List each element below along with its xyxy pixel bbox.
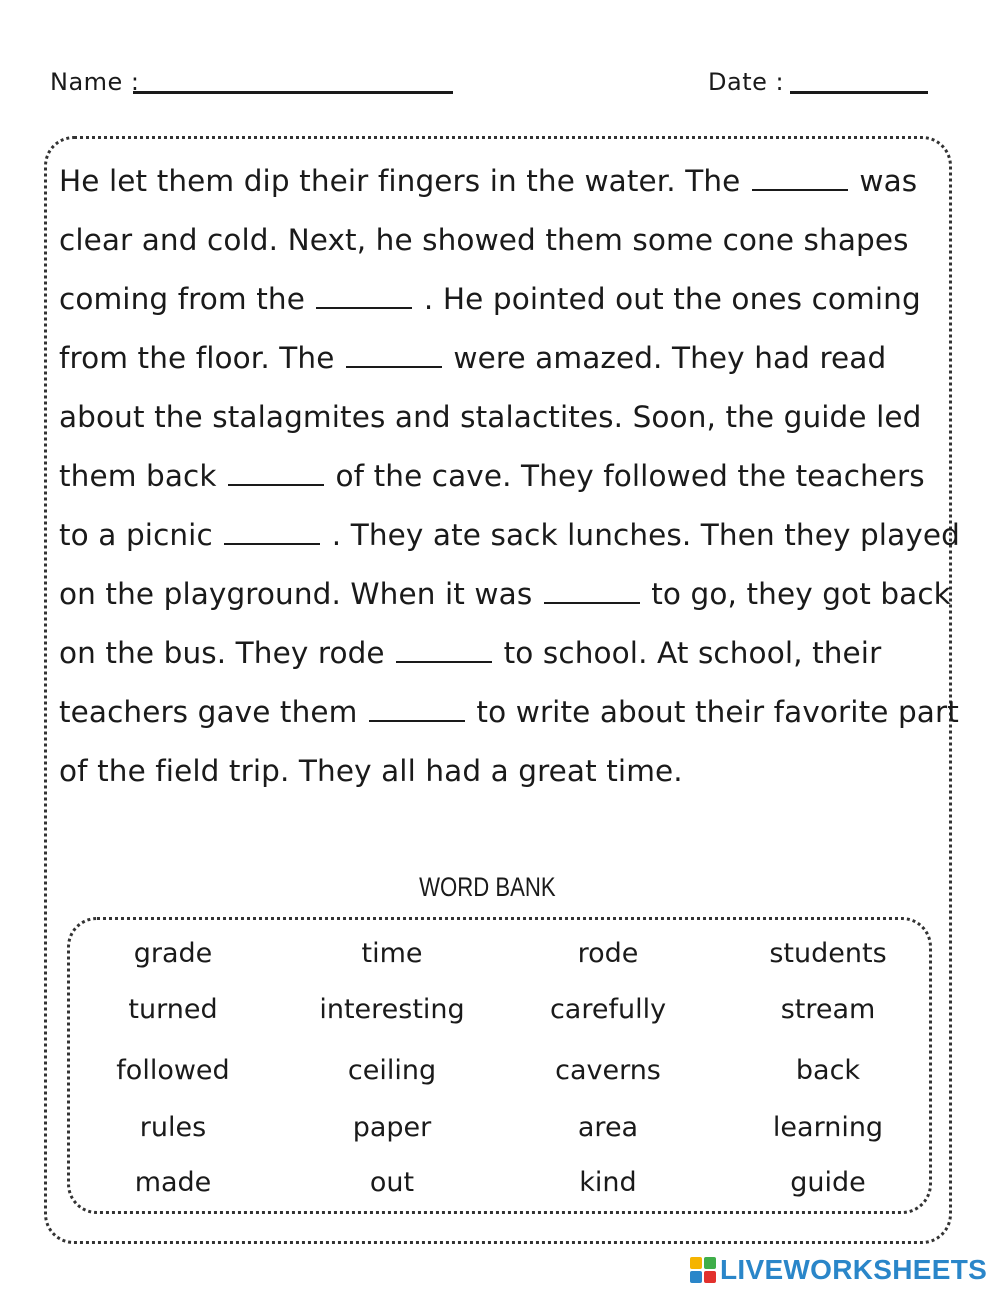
word-bank-title: WORD BANK (419, 872, 556, 902)
liveworksheets-logo-icon (690, 1257, 716, 1283)
story-text-segment: was (849, 164, 918, 198)
story-line (59, 695, 959, 729)
word-bank-item[interactable]: students (769, 938, 887, 969)
story-text-segment: to school. At school, their (494, 636, 882, 670)
word-bank-item[interactable]: time (361, 938, 423, 969)
word-bank-item[interactable]: caverns (555, 1055, 661, 1086)
word-bank-item[interactable]: followed (116, 1055, 230, 1086)
word-bank-item[interactable]: area (577, 1112, 639, 1143)
word-bank-item[interactable]: made (134, 1167, 212, 1198)
word-bank-item[interactable]: interesting (319, 994, 465, 1025)
story-text-segment: from the floor. The (59, 341, 344, 375)
story-text-segment: to go, they got back (641, 577, 951, 611)
story-text-segment: of the field trip. They all had a great time. (59, 754, 683, 788)
story-text-segment: on the bus. They rode (59, 636, 395, 670)
story-text-segment: . He pointed out the ones coming (414, 282, 921, 316)
story-line (59, 518, 960, 552)
word-bank-item[interactable]: learning (772, 1112, 884, 1143)
word-bank-item[interactable]: out (369, 1167, 415, 1198)
name-label: Name : (50, 68, 140, 96)
logo-text: LIVEWORKSHEETS (720, 1254, 988, 1285)
story-line (59, 223, 909, 257)
answer-blank[interactable] (346, 342, 442, 368)
story-text-segment: them back (59, 459, 227, 493)
answer-blank[interactable] (316, 283, 412, 309)
story-line (59, 400, 921, 434)
story-text-segment: of the cave. They followed the teachers (326, 459, 925, 493)
story-text-segment: about the stalagmites and stalactites. Soon, the guide led (59, 400, 922, 434)
story-line (59, 636, 881, 670)
word-bank-item[interactable]: carefully (549, 994, 667, 1025)
word-bank-item[interactable]: paper (352, 1112, 432, 1143)
word-bank-item[interactable]: guide (790, 1167, 866, 1198)
story-line (59, 577, 951, 611)
story-text-segment: . They ate sack lunches. Then they played (322, 518, 960, 552)
name-input-line[interactable] (133, 91, 453, 94)
story-text-segment: were amazed. They had read (443, 341, 887, 375)
word-bank-item[interactable]: kind (579, 1167, 637, 1198)
story-text-segment: He let them dip their fingers in the water. The (59, 164, 750, 198)
answer-blank[interactable] (752, 165, 848, 191)
answer-blank[interactable] (224, 519, 320, 545)
story-line (59, 282, 921, 316)
answer-blank[interactable] (369, 696, 465, 722)
answer-blank[interactable] (544, 578, 640, 604)
story-line (59, 164, 917, 198)
word-bank-item[interactable]: stream (780, 994, 876, 1025)
story-line (59, 459, 925, 493)
answer-blank[interactable] (228, 460, 324, 486)
liveworksheets-logo (690, 1255, 987, 1285)
story-text-segment: clear and cold. Next, he showed them some cone shapes (59, 223, 909, 257)
word-bank-item[interactable]: rode (577, 938, 639, 969)
word-bank-item[interactable]: rules (139, 1112, 207, 1143)
date-label: Date : (708, 68, 785, 96)
story-text-segment: on the playground. When it was (59, 577, 542, 611)
word-bank-item[interactable]: back (795, 1055, 861, 1086)
word-bank-item[interactable]: grade (133, 938, 213, 969)
answer-blank[interactable] (396, 637, 492, 663)
word-bank-item[interactable]: ceiling (347, 1055, 437, 1086)
story-text-segment: to a picnic (59, 518, 223, 552)
story-text-segment: coming from the (59, 282, 315, 316)
story-line (59, 754, 683, 788)
story-text-segment: teachers gave them (59, 695, 367, 729)
word-bank-item[interactable]: turned (128, 994, 218, 1025)
story-text-segment: to write about their favorite part (466, 695, 959, 729)
story-line (59, 341, 886, 375)
date-input-line[interactable] (790, 91, 928, 94)
